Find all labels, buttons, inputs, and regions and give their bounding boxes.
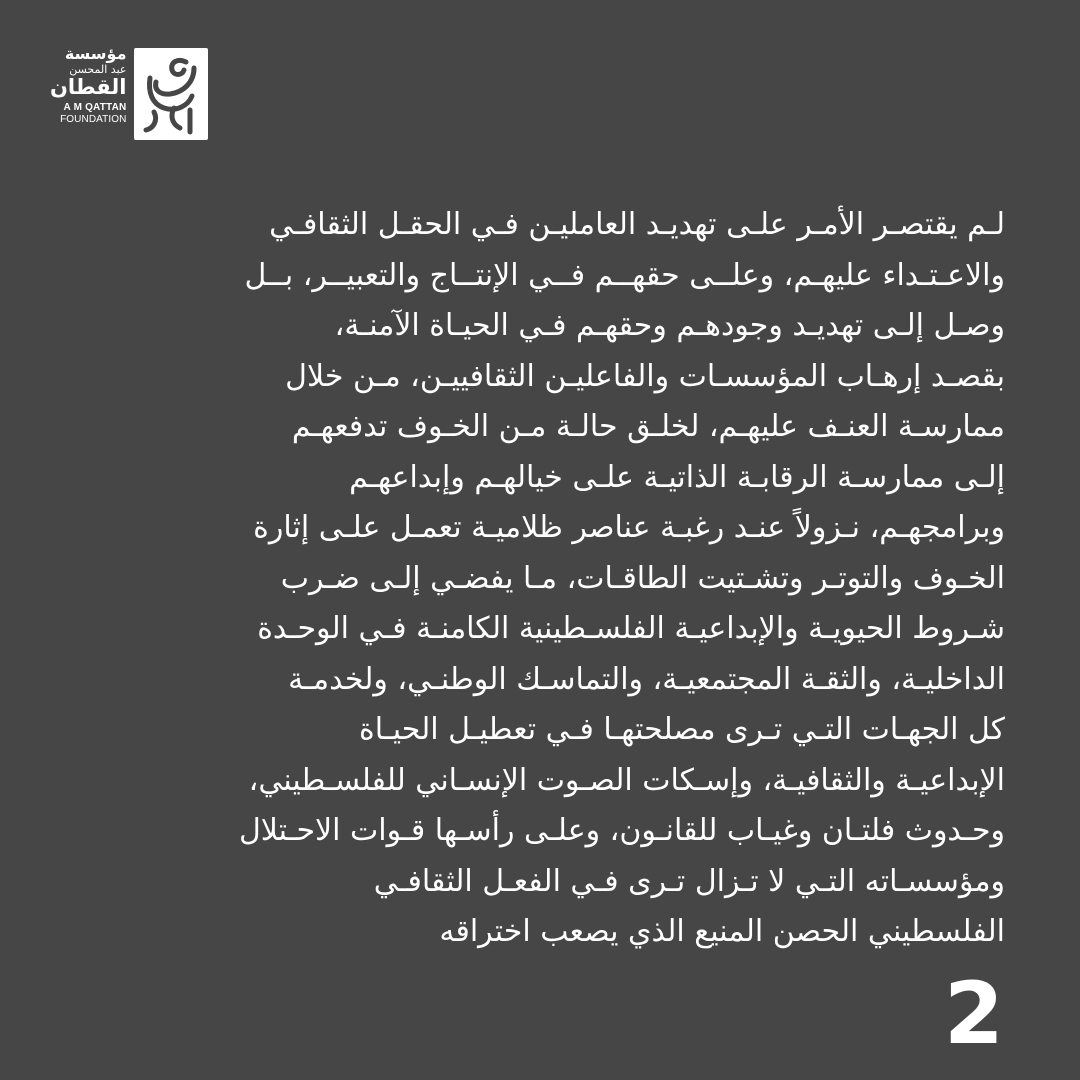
paragraph-line: وحـدوث فلتـان وغيـاب للقانـون، وعلـى رأسـها قـوات الاحـتلال xyxy=(238,813,1005,848)
paragraph-line: الفلسطيني الحصن المنيع الذي يصعب اختراقه xyxy=(439,914,1005,949)
paragraph-line: لـم يقتصـر الأمـر علـى تهديـد العامليـن فـي الحقـل الثقافـي xyxy=(269,207,1005,242)
logo-english-line-1: A M QATTAN xyxy=(63,102,127,113)
foundation-logo xyxy=(50,46,208,140)
page-number: 2 xyxy=(944,964,1004,1064)
paragraph-line: شـروط الحيويـة والإبداعيـة الفلسـطينية الكامنـة فـي الوحـدة xyxy=(257,611,1005,646)
article-paragraph xyxy=(80,200,1005,960)
logo-english-line-2: FOUNDATION xyxy=(60,114,127,125)
paragraph-line: ممارسـة العنـف عليهـم، لخلـق حالـة مـن الخـوف تدفعهـم xyxy=(291,409,1005,444)
logo-arabic-line-1: مؤسسة xyxy=(64,44,127,63)
paragraph-line: إلـى ممارسـة الرقابـة الذاتيـة علـى خيالهـم وإبداعهـم xyxy=(349,459,1005,495)
logo-arabic-line-2: عبد المحسن xyxy=(69,63,127,76)
calligraphy-mark-icon xyxy=(134,48,208,140)
paragraph-line: وبرامجهـم، نـزولاً عنـد رغبـة عناصر ظلاميـة تعمـل علـى إثارة xyxy=(253,510,1005,545)
paragraph-line: الداخليـة، والثقـة المجتمعيـة، والتماسـك الوطنـي، ولخدمـة xyxy=(288,661,1005,697)
logo-wordmark xyxy=(50,46,126,127)
paragraph-line: الإبداعيـة والثقافيـة، وإسـكات الصـوت الإنسـاني للفلسـطيني، xyxy=(248,762,1005,798)
paragraph-line: والاعـتـداء عليهـم، وعلــى حقهــم فــي الإنتــاج والتعبيــر، بــل xyxy=(244,257,1005,293)
logo-arabic-line-3: القطان xyxy=(50,75,127,99)
paragraph-line: كل الجهـات التـي تـرى مصلحتهـا فـي تعطيـل الحيـاة xyxy=(359,712,1005,747)
paragraph-line: بقصـد إرهـاب المؤسسـات والفاعليـن الثقافييـن، مـن خلال xyxy=(285,358,1005,394)
paragraph-line: ومؤسسـاته التـي لا تـزال تـرى فـي الفعـل الثقافـي xyxy=(373,863,1005,899)
paragraph-line: الخـوف والتوتـر وتشـتيت الطاقـات، مـا يفضـي إلـى ضـرب xyxy=(280,560,1005,596)
paragraph-line: وصـل إلـى تهديـد وجودهـم وحقهـم فـي الحيـاة الآمنـة، xyxy=(334,308,1005,343)
